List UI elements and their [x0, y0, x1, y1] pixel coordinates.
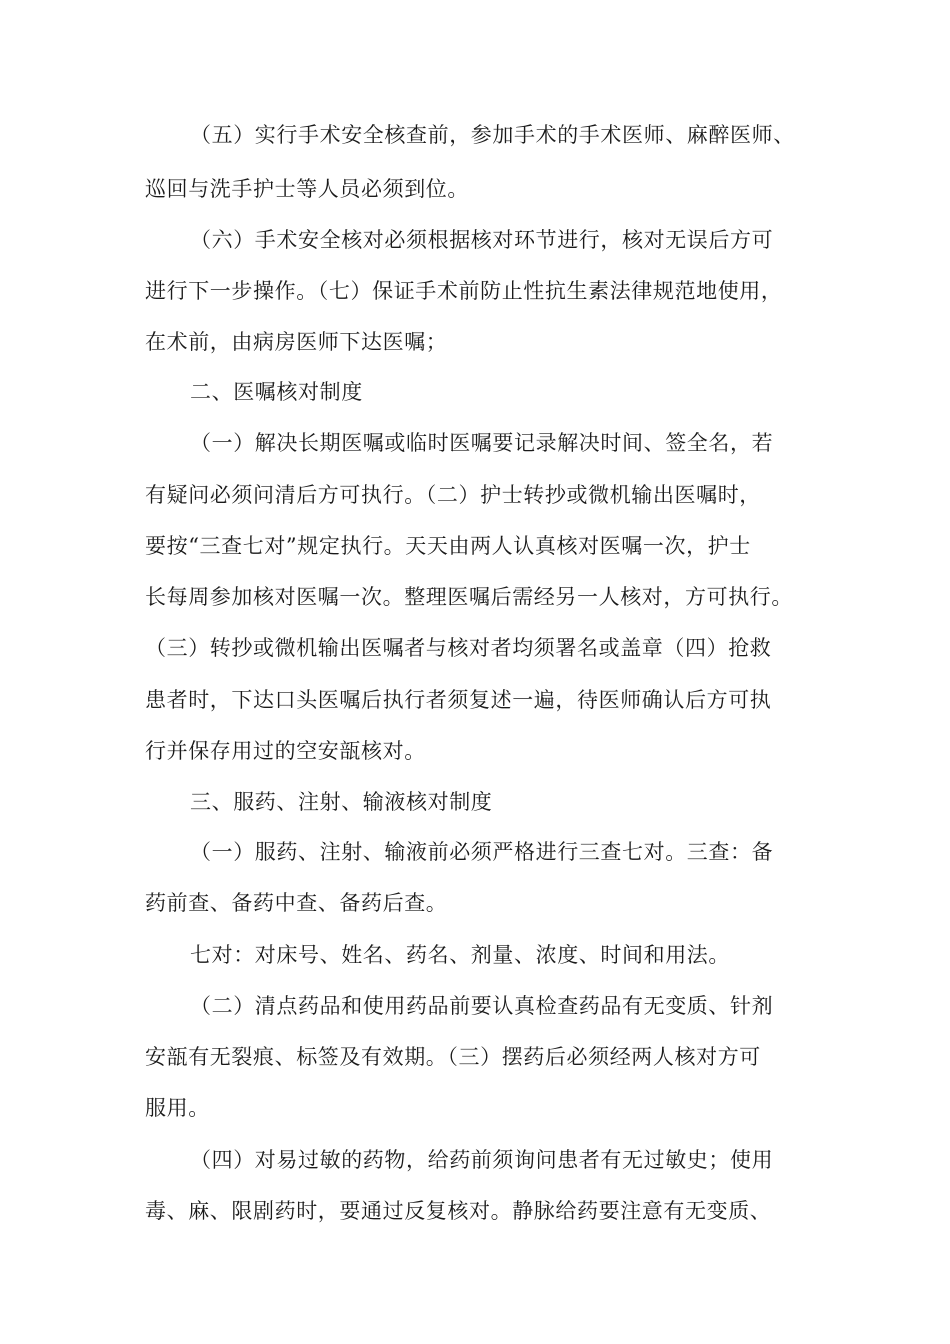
text-line: 有疑问必须问清后方可执行。（二）护士转抄或微机输出医嘱时，: [145, 483, 761, 507]
text-line: （六）手术安全核对必须根据核对环节进行，核对无误后方可: [190, 228, 774, 252]
section-heading: 三、服药、注射、输液核对制度: [190, 790, 493, 814]
text-line: 巡回与洗手护士等人员必须到位。: [145, 177, 469, 201]
text-line: 服用。: [145, 1096, 210, 1120]
text-line: （一）解决长期医嘱或临时医嘱要记录解决时间、签全名，若: [190, 431, 774, 455]
text-line: 要按“三查七对”规定执行。天天由两人认真核对医嘱一次，护士: [145, 534, 751, 558]
text-line: 进行下一步操作。（七）保证手术前防止性抗生素法律规范地使用，: [145, 279, 783, 303]
section-heading: 二、医嘱核对制度: [190, 380, 363, 404]
text-line: 安瓿有无裂痕、标签及有效期。（三）摆药后必须经两人核对方可: [145, 1045, 761, 1069]
text-line: 行并保存用过的空安瓿核对。: [145, 739, 426, 763]
text-line: （一）服药、注射、输液前必须严格进行三查七对。三查：备: [190, 840, 774, 864]
text-line: 长每周参加核对医嘱一次。整理医嘱后需经另一人核对，方可执行。: [145, 585, 793, 609]
text-line: 患者时，下达口头医嘱后执行者须复述一遍，待医师确认后方可执: [145, 688, 772, 712]
text-line: 在术前，由病房医师下达医嘱；: [145, 330, 448, 354]
text-line: （三）转抄或微机输出医嘱者与核对者均须署名或盖章（四）抢救: [145, 636, 772, 660]
text-line: （二）清点药品和使用药品前要认真检查药品有无变质、针剂: [190, 994, 774, 1018]
text-line: （四）对易过敏的药物，给药前须询问患者有无过敏史；使用: [190, 1148, 774, 1172]
text-line: 七对：对床号、姓名、药名、剂量、浓度、时间和用法。: [190, 943, 730, 967]
text-line: （五）实行手术安全核查前，参加手术的手术医师、麻醉医师、: [190, 123, 795, 147]
text-line: 毒、麻、限剧药时，要通过反复核对。静脉给药要注意有无变质、: [145, 1199, 772, 1223]
text-line: 药前查、备药中查、备药后查。: [145, 891, 448, 915]
